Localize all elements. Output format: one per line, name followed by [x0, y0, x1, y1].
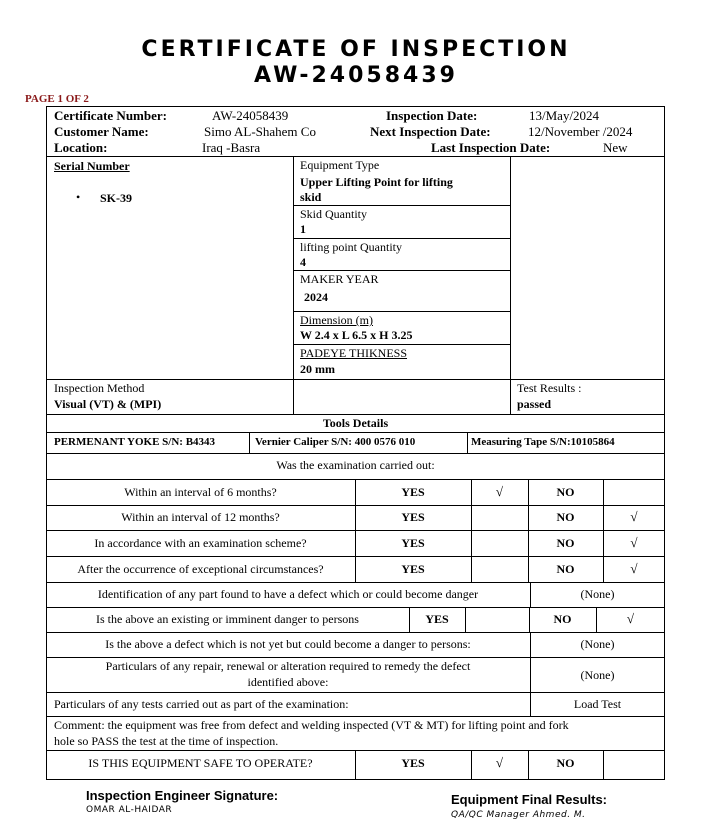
vernier-caliper-serial: Vernier Caliper S/N: 400 0576 010 — [255, 436, 416, 448]
inspection-method-label: Inspection Method — [54, 381, 145, 395]
location-label: Location: — [54, 140, 108, 155]
interval-12-months-label: Within an interval of 12 months? — [121, 510, 280, 524]
interval-6-months-no: NO — [556, 485, 575, 499]
bullet-icon: • — [76, 190, 81, 204]
maker-year-value: 2024 — [304, 290, 328, 304]
comment-line2: hole so PASS the test at the time of inspection. — [54, 734, 279, 748]
dimension-value: W 2.4 x L 6.5 x H 3.25 — [300, 328, 413, 342]
exceptional-circumstances-label: After the occurrence of exceptional circumstances? — [77, 562, 324, 576]
qaqc-manager-name: QA/QC Manager Ahmed. M. — [451, 810, 586, 820]
safe-to-operate-label: IS THIS EQUIPMENT SAFE TO OPERATE? — [88, 756, 313, 770]
test-results-value: passed — [517, 397, 552, 411]
cert-number-value: AW-24058439 — [212, 108, 289, 123]
tools-details-heading: Tools Details — [322, 416, 389, 430]
padeye-thickness-label: PADEYE THIKNESS — [300, 346, 408, 360]
skid-quantity-label: Skid Quantity — [300, 207, 368, 221]
test-results-label: Test Results : — [517, 381, 582, 395]
last-inspection-date-label: Last Inspection Date: — [431, 140, 551, 155]
interval-12-months-no: NO — [556, 510, 575, 524]
lifting-point-quantity-label: lifting point Quantity — [300, 240, 402, 254]
defect-identification-label: Identification of any part found to have a defect which or could become danger — [97, 587, 479, 601]
last-inspection-date-value: New — [603, 140, 628, 155]
imminent-danger-yes: YES — [425, 612, 449, 626]
examination-scheme-no-check: √ — [630, 535, 638, 550]
location-value: Iraq -Basra — [202, 140, 261, 155]
interval-6-months-label: Within an interval of 6 months? — [124, 485, 277, 499]
padeye-thickness-value: 20 mm — [300, 362, 335, 376]
permanent-yoke-serial: PERMENANT YOKE S/N: B4343 — [54, 436, 216, 448]
tests-particulars-value: Load Test — [573, 697, 622, 711]
maker-year-label: MAKER YEAR — [300, 272, 379, 286]
examination-scheme-yes: YES — [401, 536, 425, 550]
dimension-label: Dimension (m) — [300, 313, 373, 327]
engineer-signature-name: OMAR AL-HAIDAR — [86, 805, 173, 815]
next-inspection-date-label: Next Inspection Date: — [370, 124, 491, 139]
equipment-type-label: Equipment Type — [300, 158, 380, 172]
examination-question: Was the examination carried out: — [276, 458, 435, 472]
imminent-danger-no: NO — [553, 612, 572, 626]
imminent-danger-label: Is the above an existing or imminent danger to persons — [96, 612, 359, 626]
imminent-danger-no-check: √ — [626, 611, 635, 626]
serial-number-value: SK-39 — [100, 191, 133, 205]
safe-to-operate-no: NO — [556, 756, 575, 770]
skid-quantity-value: 1 — [300, 222, 306, 236]
equipment-type-value-line1: Upper Lifting Point for lifting — [300, 175, 453, 189]
document-title: CERTIFICATE OF INSPECTION — [141, 37, 571, 62]
interval-12-months-yes: YES — [401, 510, 425, 524]
safe-to-operate-yes-check: √ — [495, 755, 504, 770]
future-danger-value: (None) — [580, 637, 615, 651]
customer-name-value: Simo AL-Shahem Co — [204, 124, 316, 139]
examination-scheme-label: In accordance with an examination scheme? — [94, 536, 307, 550]
customer-name-label: Customer Name: — [54, 124, 149, 139]
defect-identification-value: (None) — [580, 587, 615, 601]
interval-6-months-yes: YES — [401, 485, 425, 499]
inspection-date-label: Inspection Date: — [386, 108, 478, 123]
inspection-method-value: Visual (VT) & (MPI) — [54, 397, 162, 411]
cert-number-label: Certificate Number: — [54, 108, 167, 123]
interval-6-months-yes-check: √ — [495, 484, 504, 499]
safe-to-operate-yes: YES — [401, 756, 425, 770]
inspection-date-value: 13/May/2024 — [529, 108, 600, 123]
equipment-type-value-line2: skid — [300, 190, 322, 204]
repair-particulars-label-line2: identified above: — [247, 675, 329, 689]
page-indicator: PAGE 1 OF 2 — [25, 93, 89, 105]
measuring-tape-serial: Measuring Tape S/N:10105864 — [471, 436, 615, 448]
examination-scheme-no: NO — [556, 536, 575, 550]
future-danger-label: Is the above a defect which is not yet but could become a danger to persons: — [105, 637, 471, 651]
comment-line1: Comment: the equipment was free from defect and welding inspected (VT & MT) for lifting point and fork — [54, 718, 569, 732]
next-inspection-date-value: 12/November /2024 — [528, 124, 633, 139]
exceptional-circumstances-no: NO — [556, 562, 575, 576]
engineer-signature-label: Inspection Engineer Signature: — [86, 788, 279, 803]
repair-particulars-label-line1: Particulars of any repair, renewal or alteration required to remedy the defect — [105, 659, 471, 673]
certificate-id-title: AW-24058439 — [254, 63, 458, 88]
lifting-point-quantity-value: 4 — [300, 255, 306, 269]
exceptional-circumstances-yes: YES — [401, 562, 425, 576]
serial-number-label: Serial Number — [54, 159, 130, 173]
tests-particulars-label: Particulars of any tests carried out as part of the examination: — [54, 697, 349, 711]
exceptional-circumstances-no-check: √ — [630, 561, 638, 576]
final-results-label: Equipment Final Results: — [451, 792, 608, 807]
interval-12-months-no-check: √ — [630, 509, 638, 524]
repair-particulars-value: (None) — [580, 668, 615, 682]
